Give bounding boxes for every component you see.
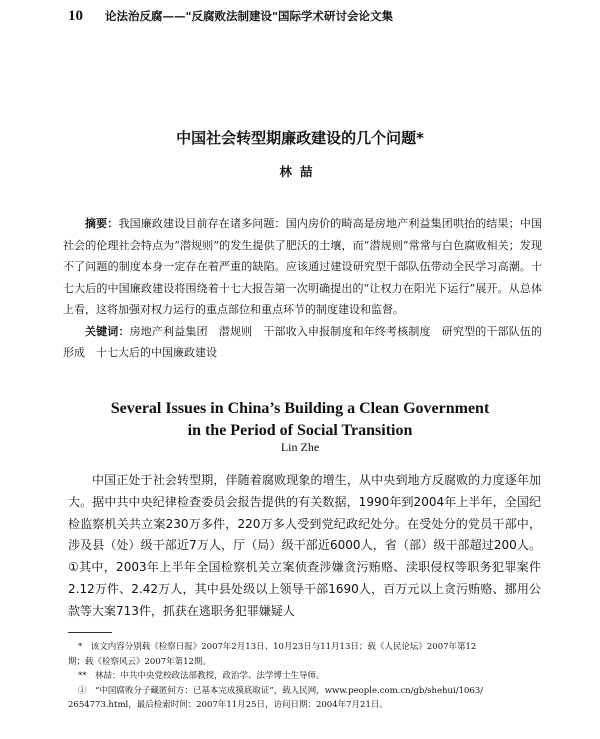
- footnote-star-line-1: * 该文内容分别载《检察日报》2007年2月13日、10月23日与11月13日；载《人民论坛》2007年第12: [78, 642, 477, 652]
- running-header: [68, 8, 393, 25]
- chinese-author: 林喆: [279, 164, 321, 179]
- english-title-line-2: in the Period of Social Transition: [187, 422, 413, 439]
- keywords-paragraph: [63, 321, 542, 364]
- footnote-1-line-2: 2654773.html，最后检索时间：2007年11月25日，访问日期：2004年7月21日。: [68, 700, 388, 710]
- footnote-1-line-1: ① “中国腐败分子藏匿何方：已基本完成摸底取证”，载人民网，www.people.com.cn/gb/shehui/1063/: [78, 685, 484, 696]
- english-title: [0, 398, 600, 442]
- footnote-double-star: ** 林喆：中共中央党校政法部教授，政治学、法学博士生导师。: [78, 671, 325, 681]
- abstract-text: 我国廉政建设目前存在诸多问题：国内房价的畸高是房地产利益集团哄抬的结果；中国社会的伦理社会特点为“潜规则”的发生提供了肥沃的土壤，而“潜规则”常常与白色腐败相关；发现不了问题的制度本身一定存在着严重的缺陷。应该通过建设研究型干部队伍带动全民学习高潮。十七大后的中国廉政建设将围绕着十七大报告第一次明确提出的“让权力在阳光下运行”展开。从总体上看，这将加强对权力运行的重点部位和重点环节的制度建设和监督。: [63, 217, 543, 316]
- body-text: [68, 470, 541, 623]
- chinese-title: 中国社会转型期廉政建设的几个问题*: [176, 129, 424, 147]
- running-header-text: 论法治反腐——"反腐败法制建设"国际学术研讨会论文集: [105, 9, 393, 23]
- footnote-divider: [68, 632, 112, 633]
- footnote-star-line-2: 期；载《检察风云》2007年第12期。: [68, 656, 211, 667]
- body-paragraph: 中国正处于社会转型期，伴随着腐败现象的增生，从中央到地方反腐败的力度逐年加大。据中共中央纪律检查委员会报告提供的有关数据，1990年到2004年上半年，全国纪检监察机关共立案230万多件，220万多人受到党纪政纪处分。在受处分的党员干部中，涉及县（处）级干部近7万人，厅（局）级干部近6000人，省（部）级干部超过200人。①其中，2003年上半年全国检察机关立案侦查涉嫌贪污贿赂、渎职侵权等职务犯罪案件2.12万件、2.42万人，其中县处级以上领导干部1690人，百万元以上贪污贿赂、挪用公款等大案713件，抓获在逃职务犯罪嫌疑人: [68, 473, 541, 618]
- abstract-paragraph: [63, 213, 542, 321]
- english-author: Lin Zhe: [280, 440, 320, 454]
- keywords-label: 关键词：: [85, 324, 130, 338]
- keywords-text: 房地产利益集团 潜规则 干部收入申报制度和年终考核制度 研究型的干部队伍的形成 十七大后的中国廉政建设: [63, 324, 543, 359]
- english-title-line-1: Several Issues in China’s Building a Clean Government: [110, 400, 490, 417]
- abstract-label: 摘要：: [85, 217, 119, 230]
- page-number: 10: [68, 8, 83, 24]
- abstract-block: [63, 213, 542, 364]
- footnotes: [68, 640, 543, 713]
